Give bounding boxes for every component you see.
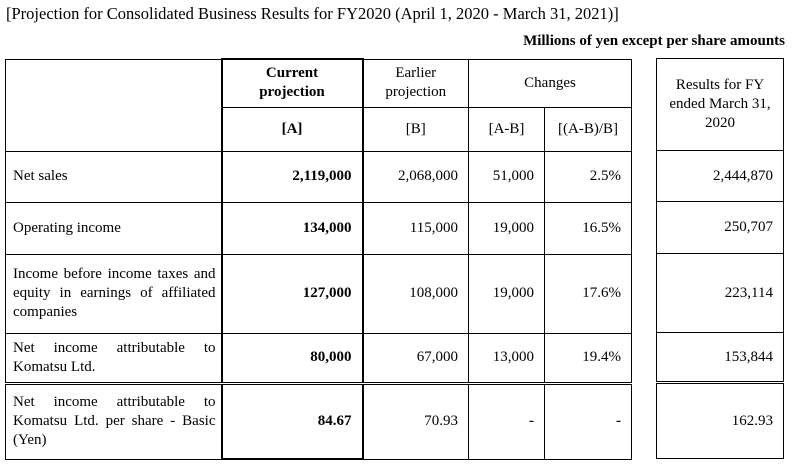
row-results: 223,114	[657, 254, 784, 333]
row-current: 2,119,000	[222, 151, 363, 202]
row-earlier: 67,000	[363, 333, 469, 383]
row-current: 80,000	[222, 333, 363, 383]
row-label: Net income attributable to Komatsu Ltd. per share - Basic (Yen)	[6, 383, 222, 459]
table-row	[657, 254, 784, 333]
row-change: 13,000	[469, 333, 545, 383]
table-row	[657, 383, 784, 459]
row-results: 162.93	[657, 383, 784, 459]
header-changes: Changes	[469, 59, 632, 107]
header-col-pct: [(A-B)/B]	[545, 107, 632, 151]
row-label: Income before income taxes and equity in earnings of affiliated companies	[6, 254, 222, 333]
header-blank	[6, 59, 222, 151]
row-label: Net sales	[6, 151, 222, 202]
row-current: 134,000	[222, 202, 363, 254]
row-change: 51,000	[469, 151, 545, 202]
projection-table	[5, 58, 632, 460]
table-row	[6, 333, 632, 383]
row-pct: 16.5%	[545, 202, 632, 254]
row-pct: -	[545, 383, 632, 459]
row-earlier: 115,000	[363, 202, 469, 254]
header-earlier-projection: Earlier projection	[363, 59, 469, 107]
row-earlier: 70.93	[363, 383, 469, 459]
row-current: 84.67	[222, 383, 363, 459]
table-row	[6, 151, 632, 202]
header-col-ab: [A-B]	[469, 107, 545, 151]
row-earlier: 108,000	[363, 254, 469, 333]
row-pct: 19.4%	[545, 333, 632, 383]
row-change: 19,000	[469, 202, 545, 254]
row-earlier: 2,068,000	[363, 151, 469, 202]
page-title: [Projection for Consolidated Business Results for FY2020 (April 1, 2020 - March 31, 2021)]	[6, 4, 619, 23]
table-row	[6, 254, 632, 333]
row-results: 2,444,870	[657, 151, 784, 202]
header-current-projection: Current projection	[222, 59, 363, 107]
unit-note: Millions of yen except per share amounts	[523, 33, 785, 49]
row-pct: 17.6%	[545, 254, 632, 333]
row-change: -	[469, 383, 545, 459]
table-row	[657, 333, 784, 383]
header-col-b: [B]	[363, 107, 469, 151]
row-current: 127,000	[222, 254, 363, 333]
row-label: Operating income	[6, 202, 222, 254]
row-results: 250,707	[657, 202, 784, 254]
table-row	[657, 151, 784, 202]
table-row	[6, 383, 632, 459]
row-label: Net income attributable to Komatsu Ltd.	[6, 333, 222, 383]
header-results: Results for FY ended March 31, 2020	[657, 59, 784, 151]
table-row	[657, 202, 784, 254]
table-row	[6, 202, 632, 254]
header-col-a: [A]	[222, 107, 363, 151]
row-results: 153,844	[657, 333, 784, 383]
results-table	[656, 58, 784, 459]
row-pct: 2.5%	[545, 151, 632, 202]
row-change: 19,000	[469, 254, 545, 333]
